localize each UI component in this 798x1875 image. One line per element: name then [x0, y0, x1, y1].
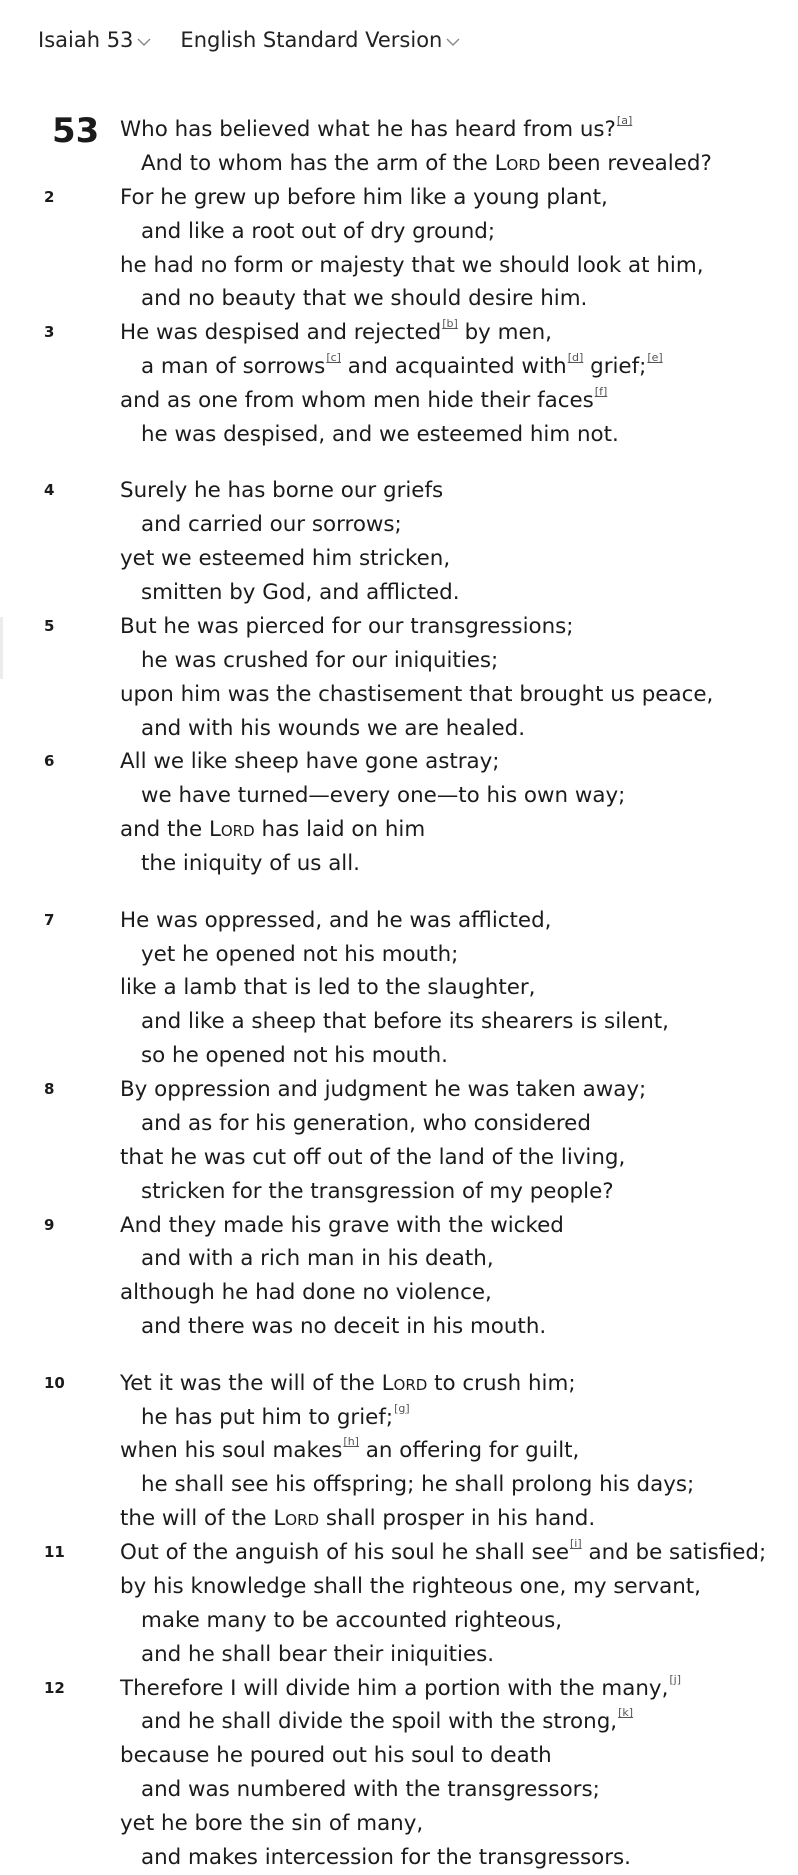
verse-line: [0, 847, 798, 881]
verse-line: [0, 1705, 798, 1739]
verse-line: [0, 644, 798, 678]
footnote-link[interactable]: [c]: [326, 351, 341, 365]
verse-line: [0, 971, 798, 1005]
verse-line: [0, 1175, 798, 1209]
verse-text: and he shall divide the spoil with the strong,[k]: [141, 1706, 634, 1735]
passage-text: [0, 113, 798, 1875]
chapter-number: 53: [52, 111, 100, 151]
chapter-selector-label: Isaiah 53: [38, 28, 134, 52]
verse-line: [0, 904, 798, 938]
verse-text: like a lamb that is led to the slaughter,: [120, 975, 536, 1001]
verse-text: and with a rich man in his death,: [141, 1246, 494, 1272]
verse-line: [0, 938, 798, 972]
verse-text: so he opened not his mouth.: [141, 1043, 448, 1069]
verse-text: and there was no deceit in his mouth.: [141, 1314, 547, 1340]
verse-text: and like a sheep that before its shearers is silent,: [141, 1009, 669, 1035]
verse-text: because he poured out his soul to death: [120, 1743, 552, 1769]
verse-line: [0, 1276, 798, 1310]
verse-line: [0, 111, 798, 151]
verse-line: [0, 1773, 798, 1807]
verse-text: yet we esteemed him stricken,: [120, 546, 451, 572]
verse-line: [0, 745, 798, 779]
verse-line: [0, 1468, 798, 1502]
verse-number: 6: [44, 752, 55, 771]
verse-line: [0, 181, 798, 215]
verse-text: upon him was the chastisement that brought us peace,: [120, 681, 714, 707]
verse-line: [0, 249, 798, 283]
verse-number: 8: [44, 1080, 55, 1098]
verse-text: and as one from whom men hide their faces[f]: [120, 385, 608, 413]
verse-line: [0, 1807, 798, 1841]
verse-line: [0, 1367, 798, 1401]
verse-text: and he shall bear their iniquities.: [141, 1641, 495, 1667]
verse-text: yet he bore the sin of many,: [120, 1811, 424, 1837]
verse-line: [0, 1039, 798, 1073]
version-selector-label: English Standard Version: [180, 28, 443, 52]
footnote-link[interactable]: [i]: [570, 1537, 582, 1551]
verse-number: 7: [44, 910, 55, 929]
stanza-break: [0, 881, 798, 904]
verse-text: he shall see his offspring; he shall prolong his days;: [141, 1472, 695, 1498]
footnote-link[interactable]: [g]: [394, 1401, 410, 1415]
footnote-link[interactable]: [j]: [669, 1672, 682, 1686]
verse-text: And to whom has the arm of the Lord been revealed?: [141, 150, 712, 176]
divine-name: Lord: [208, 817, 255, 843]
verse-text: Out of the anguish of his soul he shall see[i] and be satisfied;: [120, 1537, 767, 1566]
verse-line: [0, 1536, 798, 1570]
verse-line: [0, 282, 798, 316]
divine-name: Lord: [273, 1506, 320, 1532]
verse-text: Who has believed what he has heard from us?[a]: [120, 114, 633, 142]
verse-text: and carried our sorrows;: [141, 512, 402, 538]
verse-line: [0, 678, 798, 712]
verse-text: But he was pierced for our transgressions;: [120, 613, 574, 639]
footnote-link[interactable]: [h]: [343, 1435, 359, 1449]
verse-text: and was numbered with the transgressors;: [141, 1777, 600, 1803]
verse-text: and the Lord has laid on him: [120, 817, 426, 843]
divine-name: Lord: [494, 150, 541, 176]
verse-line: [0, 1841, 798, 1875]
verse-text: By oppression and judgment he was taken away;: [120, 1077, 647, 1102]
verse-line: [0, 1638, 798, 1672]
passage-header: [38, 28, 489, 52]
verse-line: [0, 779, 798, 813]
version-selector[interactable]: [180, 28, 461, 52]
verse-line: [0, 1073, 798, 1107]
verse-line: [0, 1739, 798, 1773]
verse-text: the iniquity of us all.: [141, 851, 360, 877]
footnote-link[interactable]: [b]: [442, 317, 458, 331]
verse-line: [0, 474, 798, 508]
verse-text: For he grew up before him like a young plant,: [120, 184, 608, 210]
verse-text: that he was cut off out of the land of the living,: [120, 1144, 626, 1170]
verse-text: make many to be accounted righteous,: [141, 1607, 563, 1633]
verse-line: [0, 350, 798, 384]
verse-line: [0, 1242, 798, 1276]
verse-line: [0, 610, 798, 644]
verse-line: [0, 1570, 798, 1604]
verse-line: [0, 1502, 798, 1536]
footnote-link[interactable]: [a]: [616, 114, 633, 127]
verse-number: 3: [44, 323, 55, 342]
verse-text: the will of the Lord shall prosper in his hand.: [120, 1506, 596, 1532]
verse-line: [0, 1401, 798, 1435]
stanza-break: [0, 1344, 798, 1367]
verse-text: he has put him to grief;[g]: [141, 1401, 410, 1430]
chevron-down-icon: [136, 36, 152, 48]
verse-text: he had no form or majesty that we should look at him,: [120, 252, 704, 278]
verse-number: 12: [44, 1678, 65, 1697]
verse-line: [0, 147, 798, 181]
verse-text: he was despised, and we esteemed him not.: [141, 421, 619, 447]
verse-text: a man of sorrows[c] and acquainted with[d] grief;[e]: [141, 351, 663, 380]
verse-text: Yet it was the will of the Lord to crush him;: [120, 1370, 576, 1396]
stanza-break: [0, 452, 798, 475]
footnote-link[interactable]: [d]: [567, 351, 584, 365]
verse-line: [0, 418, 798, 452]
verse-text: smitten by God, and afflicted.: [141, 580, 460, 606]
verse-number: 10: [44, 1373, 65, 1392]
verse-text: he was crushed for our iniquities;: [141, 647, 499, 673]
verse-line: [0, 384, 798, 418]
verse-text: and no beauty that we should desire him.: [141, 286, 588, 312]
footnote-link[interactable]: [f]: [594, 385, 608, 398]
chevron-down-icon: [445, 36, 461, 48]
verse-text: He was oppressed, and he was afflicted,: [120, 907, 552, 933]
verse-number: 9: [44, 1215, 55, 1234]
verse-line: [0, 576, 798, 610]
verse-line: [0, 508, 798, 542]
verse-text: and makes intercession for the transgressors.: [141, 1844, 631, 1870]
verse-number: 11: [44, 1543, 65, 1562]
footnote-link[interactable]: [k]: [618, 1706, 634, 1720]
verse-line: [0, 215, 798, 249]
verse-text: and like a root out of dry ground;: [141, 218, 496, 244]
verse-line: [0, 1209, 798, 1243]
verse-text: and with his wounds we are healed.: [141, 715, 526, 741]
verse-text: when his soul makes[h] an offering for guilt,: [120, 1435, 580, 1464]
verse-line: [0, 813, 798, 847]
verse-text: Therefore I will divide him a portion with the many,[j]: [120, 1672, 682, 1701]
verse-line: [0, 1107, 798, 1141]
verse-text: And they made his grave with the wicked: [120, 1212, 564, 1238]
verse-text: yet he opened not his mouth;: [141, 941, 459, 967]
verse-number: 2: [44, 187, 55, 206]
verse-text: by his knowledge shall the righteous one, my servant,: [120, 1573, 701, 1599]
verse-line: [0, 316, 798, 350]
verse-number: 5: [44, 616, 55, 635]
verse-text: although he had done no violence,: [120, 1280, 492, 1306]
chapter-selector[interactable]: [38, 28, 152, 52]
verse-text: stricken for the transgression of my people?: [141, 1178, 614, 1204]
verse-line: [0, 542, 798, 576]
verse-line: [0, 1434, 798, 1468]
verse-line: [0, 1141, 798, 1175]
footnote-link[interactable]: [e]: [647, 351, 663, 365]
verse-line: [0, 1310, 798, 1344]
verse-text: All we like sheep have gone astray;: [120, 749, 500, 775]
verse-text: Surely he has borne our griefs: [120, 478, 444, 504]
verse-number: 4: [44, 481, 55, 500]
verse-line: [0, 712, 798, 746]
verse-line: [0, 1672, 798, 1706]
verse-text: He was despised and rejected[b] by men,: [120, 317, 552, 346]
verse-text: we have turned—every one—to his own way;: [141, 783, 626, 809]
divine-name: Lord: [381, 1370, 428, 1396]
verse-text: and as for his generation, who considered: [141, 1110, 591, 1136]
verse-line: [0, 1604, 798, 1638]
verse-line: [0, 1005, 798, 1039]
